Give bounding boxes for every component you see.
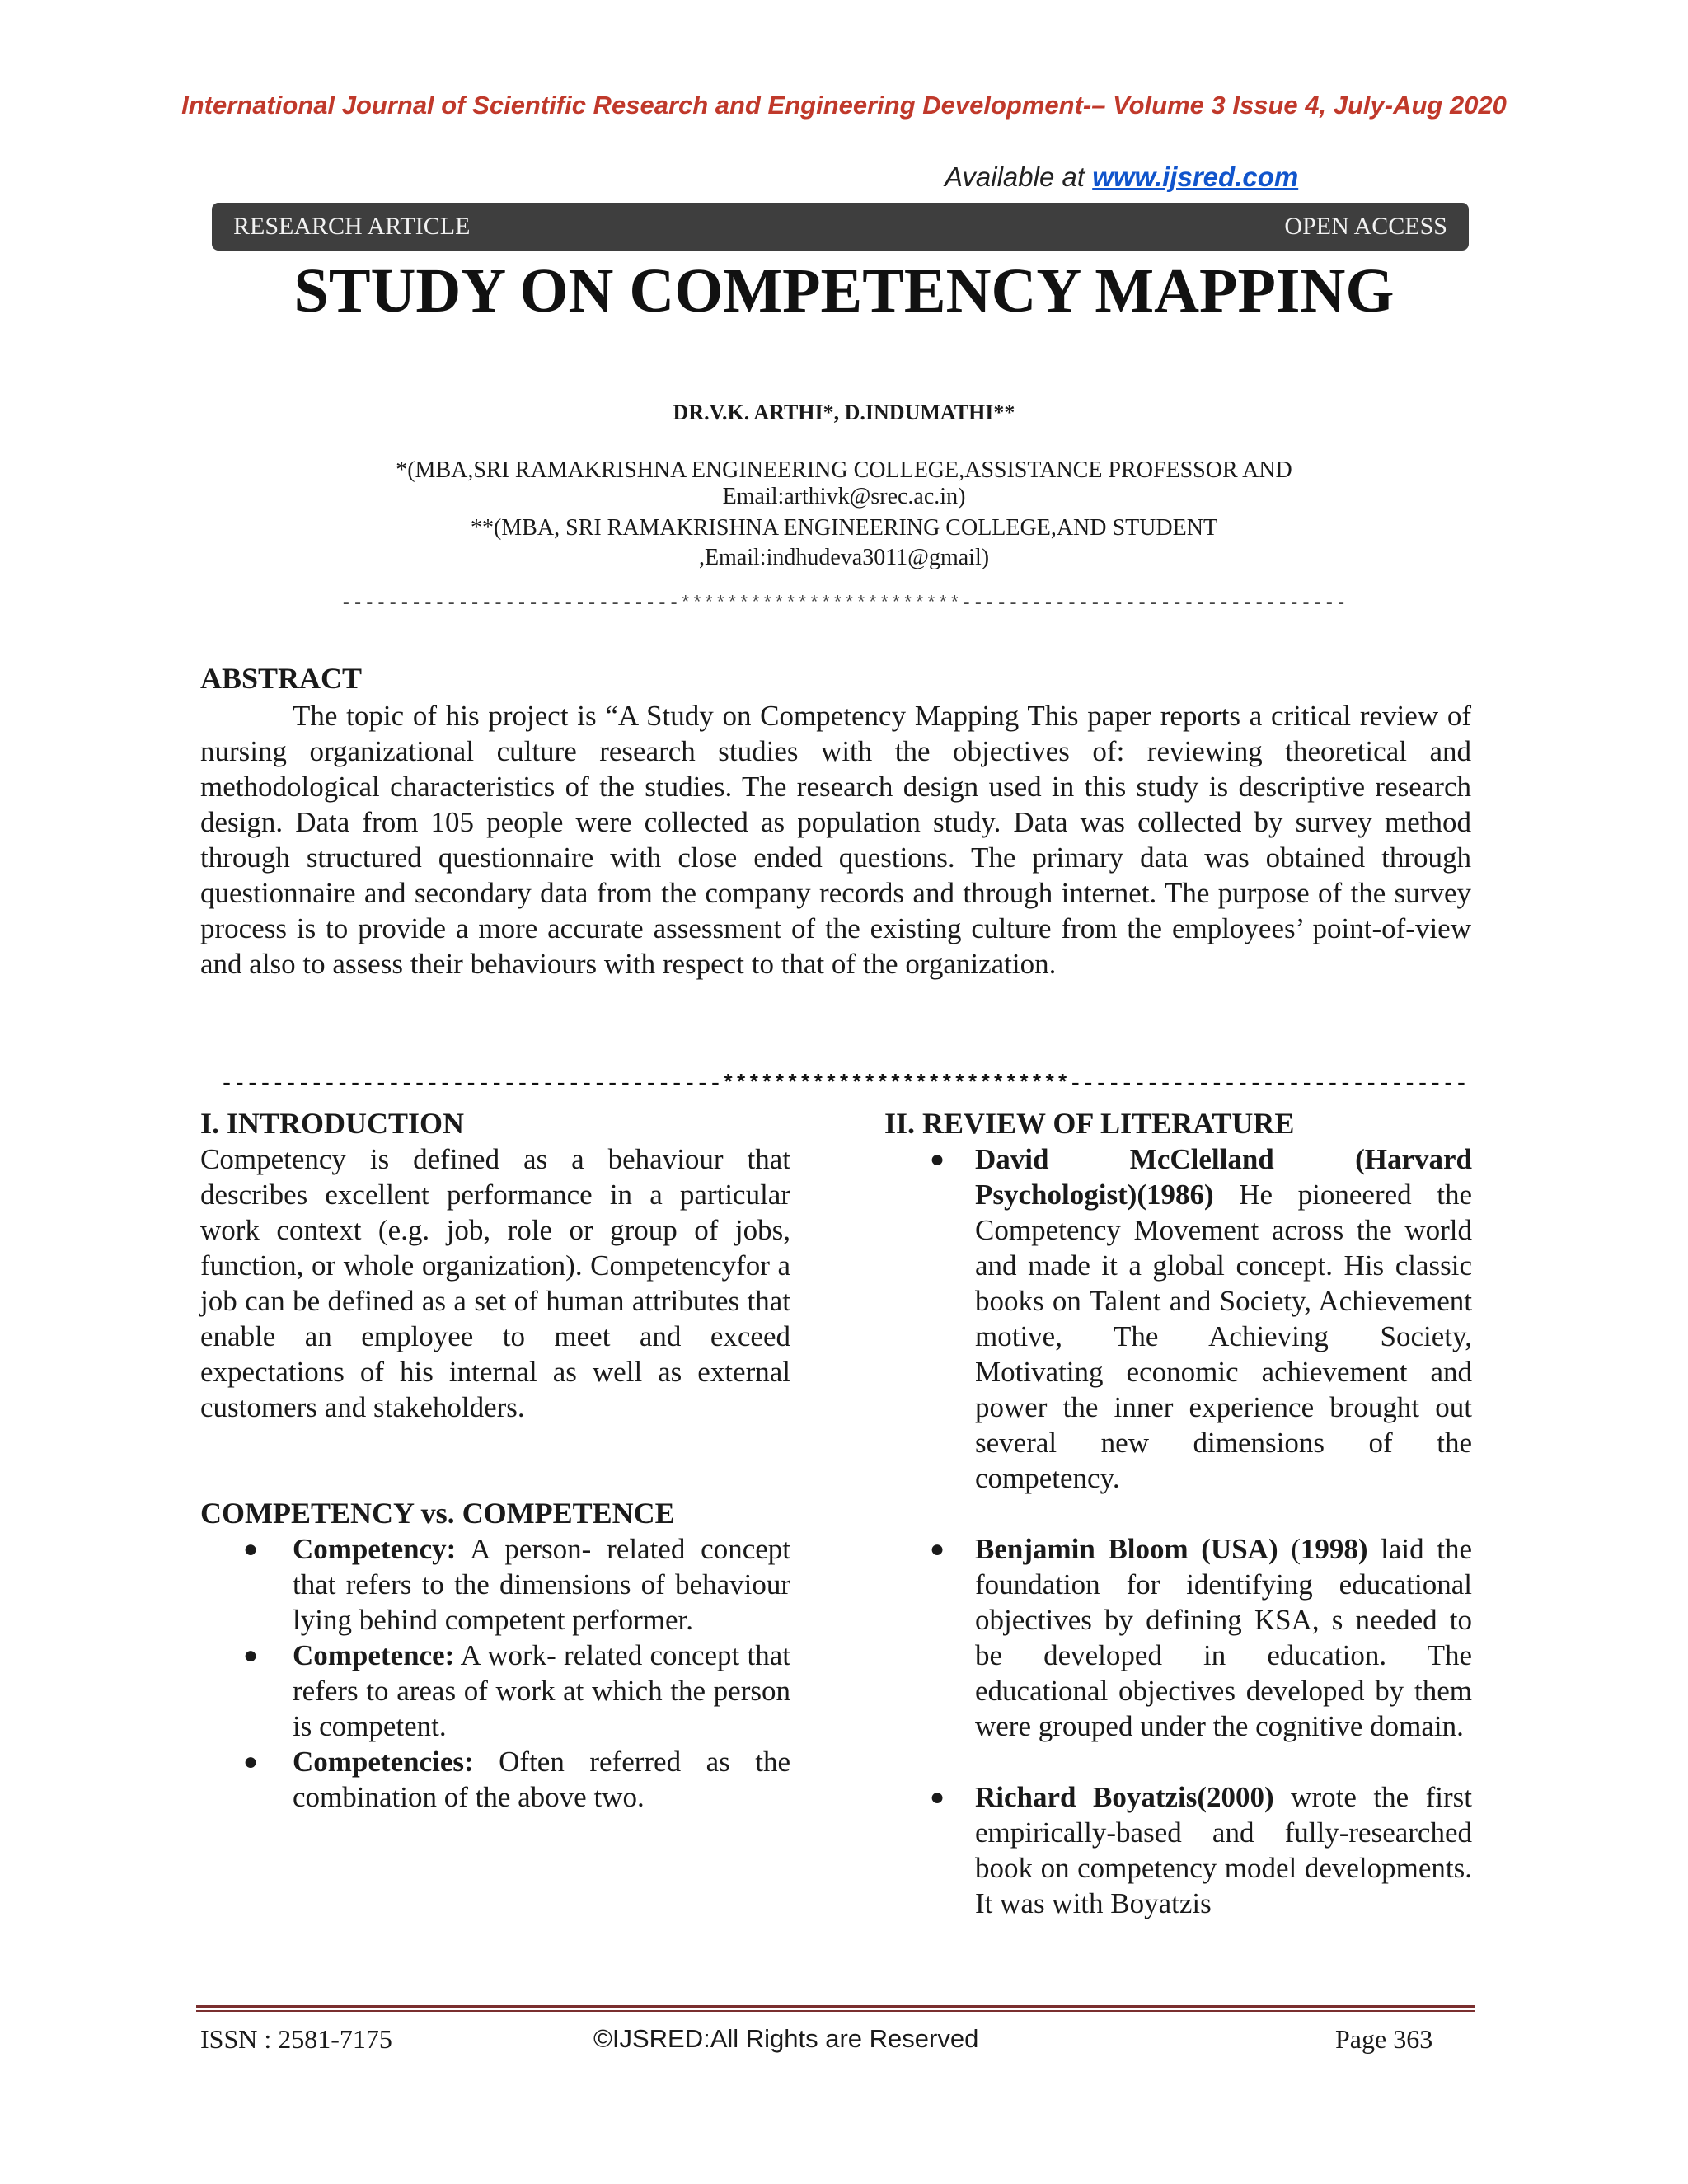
available-label: Available at (945, 162, 1093, 192)
introduction-heading: I. INTRODUCTION (200, 1107, 465, 1140)
definition: A work- related concept that refers to areas of work at which the person is competent. (293, 1639, 790, 1742)
list-item (200, 1638, 790, 1744)
bullet-icon: ● (243, 1642, 259, 1669)
term: Benjamin Bloom (USA) (975, 1533, 1278, 1565)
separator-top: -----------------------------************************--------------------------------- (340, 593, 1348, 614)
affiliation-line-1: *(MBA,SRI RAMAKRISHNA ENGINEERING COLLEGE,ASSISTANCE PROFESSOR AND (396, 457, 1292, 483)
bullet-icon: ● (930, 1146, 945, 1173)
right-column (884, 1106, 1472, 1921)
list-item (200, 1531, 790, 1638)
affiliation-line-3: **(MBA, SRI RAMAKRISHNA ENGINEERING COLLEGE,AND STUDENT (470, 515, 1218, 541)
definition: A person- related concept that refers to the dimensions of behaviour lying behind competent performer. (293, 1533, 790, 1636)
term: Richard Boyatzis(2000) (975, 1781, 1274, 1813)
paper-title: STUDY ON COMPETENCY MAPPING (293, 256, 1395, 326)
term: Competency: (293, 1533, 457, 1565)
article-banner (212, 203, 1469, 251)
list-item (884, 1531, 1472, 1744)
term-year: 1998) (1300, 1533, 1368, 1565)
abstract-body: The topic of his project is “A Study on Competency Mapping This paper reports a critical review of nursing organizational culture research studies with the objectives of: reviewing theoretical and methodological characteristics of the studies. The research design used in this study is descriptive research design. Data from 105 people were collected as population study. Data was collected by survey method through structured questionnaire with close ended questions. The primary data was obtained through questionnaire and secondary data from the company records and through internet. The purpose of the survey process is to provide a more accurate assessment of the existing culture from the employees’ point-of-view and also to assess their behaviours with respect to that of the organization. (200, 700, 1471, 980)
journal-header: International Journal of Scientific Research and Engineering Development-– Volume 3 Issue 4, July-Aug 2020 (181, 91, 1507, 120)
affiliation-line-4: ,Email:indhudeva3011@gmail) (698, 545, 990, 570)
affiliation-line-2: Email:arthivk@srec.ac.in) (722, 484, 966, 509)
description: wrote the first empirically-based and fully-researched book on competency model developments. It was with Boyatzis (975, 1781, 1472, 1919)
footer-issn: ISSN : 2581-7175 (200, 2024, 392, 2054)
list-item (884, 1141, 1472, 1496)
term: Competencies: (293, 1746, 474, 1778)
comparison-list (200, 1531, 790, 1815)
term-separator: ( (1278, 1533, 1301, 1565)
footer-page-number: Page 363 (1335, 2024, 1433, 2054)
bullet-icon: ● (930, 1783, 945, 1811)
footer-copyright: ©IJSRED:All Rights are Reserved (593, 2024, 979, 2053)
review-list (884, 1141, 1472, 1921)
open-access-label: OPEN ACCESS (1284, 213, 1447, 240)
available-at (945, 162, 1298, 193)
term: Competence: (293, 1639, 455, 1671)
bullet-icon: ● (243, 1748, 259, 1775)
definition: Often referred as the combination of the above two. (293, 1746, 790, 1813)
abstract-heading: ABSTRACT (200, 662, 363, 695)
list-item (884, 1779, 1472, 1921)
list-item (200, 1744, 790, 1815)
review-heading: II. REVIEW OF LITERATURE (884, 1107, 1295, 1140)
left-column (200, 1106, 790, 1815)
description: He pioneered the Competency Movement across the world and made it a global concept. His classic books on Talent and Society, Achievement motive, The Achieving Society, Motivating economic achievement and power the inner experience brought out several new dimensions of the competency. (975, 1179, 1472, 1494)
journal-website-link[interactable]: www.ijsred.com (1092, 162, 1299, 192)
research-article-label: RESEARCH ARTICLE (233, 213, 471, 240)
introduction-body: Competency is defined as a behaviour that describes excellent performance in a particular work context (e.g. job, role or group of jobs, function, or whole organization). Competencyfor a job can be defined as a set of human attributes that enable an employee to meet and exceed expectations of his internal as well as external customers and stakeholders. (200, 1143, 790, 1423)
description: laid the foundation for identifying educational objectives by defining KSA, s needed to be developed in education. The educational objectives developed by them were grouped under the cognitive domain. (975, 1533, 1472, 1742)
author-list: DR.V.K. ARTHI*, D.INDUMATHI** (673, 401, 1015, 424)
bullet-icon: ● (243, 1535, 259, 1563)
footer-rule (196, 2005, 1475, 2012)
separator-mid: ---------------------------------------***************************------------------------------- (220, 1071, 1468, 1096)
term: David McClelland (Harvard Psychologist)(1986) (975, 1143, 1472, 1211)
bullet-icon: ● (930, 1535, 945, 1563)
comparison-heading: COMPETENCY vs. COMPETENCE (200, 1497, 675, 1530)
